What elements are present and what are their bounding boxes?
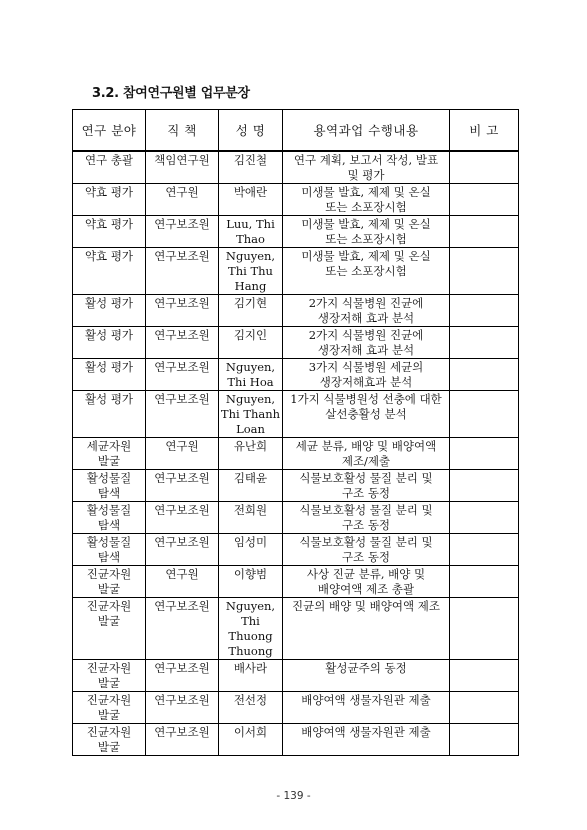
cell-note	[450, 295, 519, 327]
cell-work: 연구 계획, 보고서 작성, 발표 및 평가	[283, 151, 450, 184]
cell-position: 연구보조원	[146, 692, 219, 724]
cell-field: 진균자원 발굴	[73, 692, 146, 724]
cell-note	[450, 598, 519, 660]
cell-name: 전선정	[219, 692, 283, 724]
cell-note	[450, 151, 519, 184]
cell-position: 연구원	[146, 566, 219, 598]
cell-name: 이서희	[219, 724, 283, 756]
cell-position: 연구보조원	[146, 534, 219, 566]
cell-work: 2가지 식물병원 진균에 생장저해 효과 분석	[283, 295, 450, 327]
cell-note	[450, 502, 519, 534]
cell-position: 연구보조원	[146, 660, 219, 692]
cell-work: 배양여액 생물자원관 제출	[283, 692, 450, 724]
cell-field: 활성물질 탐색	[73, 502, 146, 534]
header-work: 용역과업 수행내용	[283, 110, 450, 152]
cell-field: 활성물질 탐색	[73, 534, 146, 566]
header-name: 성 명	[219, 110, 283, 152]
cell-field: 진균자원 발굴	[73, 598, 146, 660]
cell-position: 연구보조원	[146, 470, 219, 502]
table-row	[73, 692, 519, 724]
cell-note	[450, 566, 519, 598]
cell-position: 연구보조원	[146, 391, 219, 438]
cell-name: 박애란	[219, 184, 283, 216]
cell-position: 책임연구원	[146, 151, 219, 184]
cell-work: 2가지 식물병원 진균에 생장저해 효과 분석	[283, 327, 450, 359]
cell-work: 진균의 배양 및 배양여액 제조	[283, 598, 450, 660]
cell-field: 약효 평가	[73, 184, 146, 216]
cell-name: 임성미	[219, 534, 283, 566]
table-row	[73, 184, 519, 216]
cell-name: Luu, Thi Thao	[219, 216, 283, 248]
cell-field: 진균자원 발굴	[73, 566, 146, 598]
table-row	[73, 534, 519, 566]
cell-name: Nguyen, Thi Thu Hang	[219, 248, 283, 295]
cell-note	[450, 327, 519, 359]
cell-name: 김태윤	[219, 470, 283, 502]
cell-name: Nguyen, Thi Thuong Thuong	[219, 598, 283, 660]
cell-field: 진균자원 발굴	[73, 724, 146, 756]
duty-table	[72, 109, 519, 756]
table-body	[73, 151, 519, 756]
table-row	[73, 248, 519, 295]
table-row	[73, 660, 519, 692]
cell-field: 활성물질 탐색	[73, 470, 146, 502]
table-row	[73, 359, 519, 391]
header-field: 연구 분야	[73, 110, 146, 152]
cell-name: 유난희	[219, 438, 283, 470]
cell-work: 1가지 식물병원성 선충에 대한 살선충활성 분석	[283, 391, 450, 438]
cell-field: 약효 평가	[73, 216, 146, 248]
header-note: 비 고	[450, 110, 519, 152]
cell-work: 3가지 식물병원 세균의 생장저해효과 분석	[283, 359, 450, 391]
cell-note	[450, 248, 519, 295]
table-row	[73, 502, 519, 534]
header-position: 직 책	[146, 110, 219, 152]
cell-name: 김기현	[219, 295, 283, 327]
cell-name: 김지인	[219, 327, 283, 359]
cell-position: 연구보조원	[146, 598, 219, 660]
table-row	[73, 438, 519, 470]
table-row	[73, 327, 519, 359]
cell-field: 활성 평가	[73, 327, 146, 359]
header-row	[73, 110, 519, 152]
cell-field: 진균자원 발굴	[73, 660, 146, 692]
cell-note	[450, 216, 519, 248]
cell-name: Nguyen, Thi Hoa	[219, 359, 283, 391]
cell-field: 세균자원 발굴	[73, 438, 146, 470]
cell-work: 식물보호활성 물질 분리 및 구조 동정	[283, 470, 450, 502]
cell-work: 미생물 발효, 제제 및 온실 또는 소포장시험	[283, 248, 450, 295]
cell-note	[450, 534, 519, 566]
table-row	[73, 566, 519, 598]
cell-work: 식물보호활성 물질 분리 및 구조 동정	[283, 534, 450, 566]
cell-note	[450, 438, 519, 470]
cell-position: 연구보조원	[146, 295, 219, 327]
table-row	[73, 295, 519, 327]
cell-note	[450, 184, 519, 216]
cell-work: 식물보호활성 물질 분리 및 구조 동정	[283, 502, 450, 534]
cell-name: Nguyen, Thi Thanh Loan	[219, 391, 283, 438]
cell-name: 김진철	[219, 151, 283, 184]
cell-work: 사상 진균 분류, 배양 및 배양여액 제조 총괄	[283, 566, 450, 598]
cell-note	[450, 660, 519, 692]
page-number: - 139 -	[276, 790, 311, 802]
cell-position: 연구원	[146, 184, 219, 216]
cell-work: 배양여액 생물자원관 제출	[283, 724, 450, 756]
cell-position: 연구보조원	[146, 248, 219, 295]
table-row	[73, 216, 519, 248]
cell-field: 활성 평가	[73, 391, 146, 438]
table-row	[73, 724, 519, 756]
cell-field: 활성 평가	[73, 295, 146, 327]
cell-position: 연구원	[146, 438, 219, 470]
cell-work: 미생물 발효, 제제 및 온실 또는 소포장시험	[283, 184, 450, 216]
cell-position: 연구보조원	[146, 216, 219, 248]
cell-work: 활성균주의 동정	[283, 660, 450, 692]
cell-work: 세균 분류, 배양 및 배양여액 제조/제출	[283, 438, 450, 470]
cell-field: 활성 평가	[73, 359, 146, 391]
cell-position: 연구보조원	[146, 502, 219, 534]
table-row	[73, 598, 519, 660]
cell-position: 연구보조원	[146, 724, 219, 756]
cell-name: 전희원	[219, 502, 283, 534]
cell-note	[450, 724, 519, 756]
table-row	[73, 391, 519, 438]
cell-field: 연구 총괄	[73, 151, 146, 184]
cell-name: 배사라	[219, 660, 283, 692]
cell-position: 연구보조원	[146, 327, 219, 359]
cell-note	[450, 359, 519, 391]
cell-work: 미생물 발효, 제제 및 온실 또는 소포장시험	[283, 216, 450, 248]
cell-note	[450, 692, 519, 724]
cell-note	[450, 391, 519, 438]
table-row	[73, 151, 519, 184]
cell-name: 이향범	[219, 566, 283, 598]
section-title: 3.2. 참여연구원별 업무분장	[92, 86, 250, 101]
cell-field: 약효 평가	[73, 248, 146, 295]
cell-note	[450, 470, 519, 502]
table-row	[73, 470, 519, 502]
cell-position: 연구보조원	[146, 359, 219, 391]
